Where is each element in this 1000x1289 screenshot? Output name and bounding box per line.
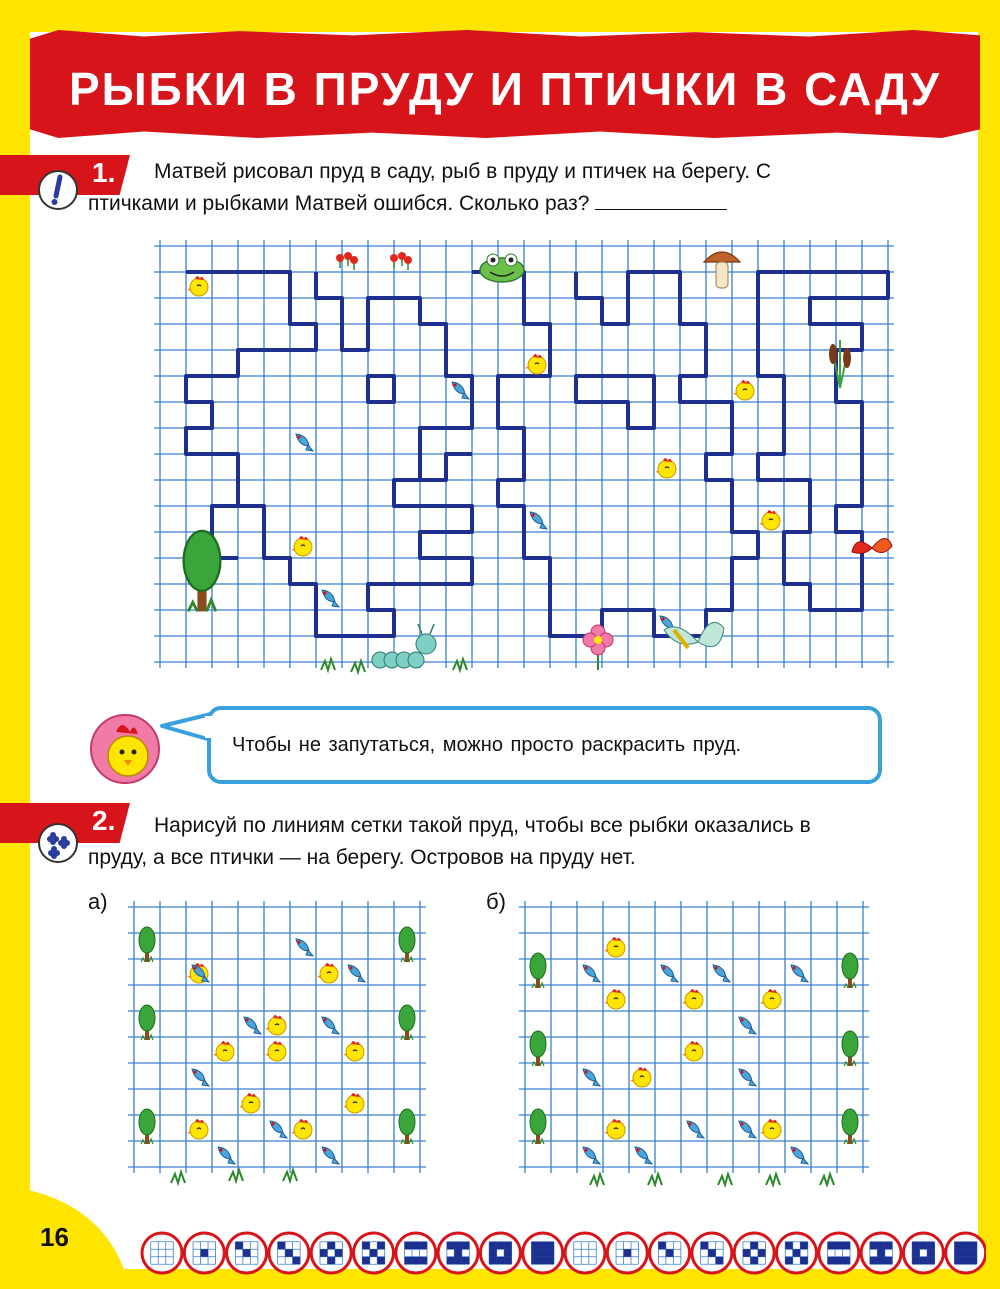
pattern-circle bbox=[396, 1233, 436, 1273]
task1-badge bbox=[38, 170, 78, 210]
grass-icon bbox=[590, 1174, 604, 1185]
grid-a[interactable] bbox=[128, 897, 438, 1187]
tree-icon bbox=[399, 1005, 415, 1040]
tree-icon bbox=[139, 1109, 155, 1144]
chick-icon bbox=[291, 1119, 312, 1139]
hint-text: Чтобы не запутаться, можно просто раскрасить пруд. bbox=[232, 734, 742, 756]
fish-icon bbox=[296, 434, 313, 451]
grass-icon bbox=[351, 661, 365, 672]
pattern-circle bbox=[142, 1233, 182, 1273]
task1-line1: Матвей рисовал пруд в саду, рыб в пруду и птичек на берегу. С bbox=[154, 160, 772, 183]
fish-icon bbox=[322, 590, 339, 607]
fish-icon bbox=[530, 512, 547, 529]
chick-icon bbox=[604, 1119, 625, 1139]
chick-icon bbox=[291, 536, 312, 556]
mushroom-icon bbox=[704, 252, 740, 288]
fish-icon bbox=[739, 1121, 756, 1138]
fish-icon bbox=[635, 1147, 652, 1164]
pattern-circle bbox=[565, 1233, 605, 1273]
task1-line2: птичками и рыбками Матвей ошибся. Сколько раз? bbox=[88, 192, 590, 215]
task2-badge bbox=[38, 823, 78, 863]
page-corner-blob bbox=[0, 1185, 145, 1289]
pattern-circle bbox=[354, 1233, 394, 1273]
task2-line2: пруду, а все птички — на берегу. Островов на пруду нет. bbox=[88, 846, 636, 869]
fish-icon bbox=[244, 1017, 261, 1034]
fish-icon bbox=[322, 1017, 339, 1034]
pattern-circle bbox=[184, 1233, 224, 1273]
answer-field[interactable] bbox=[595, 191, 727, 210]
grass-icon bbox=[718, 1174, 732, 1185]
chick-avatar bbox=[88, 712, 162, 786]
fish-icon bbox=[192, 1069, 209, 1086]
pattern-circle bbox=[903, 1233, 943, 1273]
task1-number: 1. bbox=[92, 157, 116, 188]
grass-icon bbox=[648, 1174, 662, 1185]
pink-flower-icon bbox=[583, 625, 613, 670]
bubble-tail-cover bbox=[205, 716, 215, 738]
chick-icon bbox=[760, 989, 781, 1009]
chick-icon bbox=[733, 380, 754, 400]
pattern-circle bbox=[861, 1233, 901, 1273]
grass-icon bbox=[453, 659, 467, 670]
pattern-circle bbox=[438, 1233, 478, 1273]
grass-icon bbox=[820, 1174, 834, 1185]
page-number: 16 bbox=[40, 1222, 69, 1252]
fish-icon bbox=[583, 1069, 600, 1086]
fish-icon bbox=[296, 939, 313, 956]
tree-icon bbox=[530, 1109, 546, 1144]
grid-b-label: б) bbox=[486, 889, 506, 914]
chick-icon bbox=[682, 989, 703, 1009]
tree-icon bbox=[139, 927, 155, 962]
tree-icon bbox=[399, 927, 415, 962]
exclamation-icon bbox=[40, 172, 76, 208]
grid-a-lines bbox=[128, 901, 426, 1173]
fish-icon bbox=[739, 1017, 756, 1034]
fish-icon bbox=[348, 965, 365, 982]
grid-a-label: а) bbox=[88, 889, 108, 914]
grass-icon bbox=[766, 1174, 780, 1185]
chick-icon bbox=[630, 1067, 651, 1087]
pattern-circle bbox=[227, 1233, 267, 1273]
tree-icon bbox=[184, 531, 221, 612]
pattern-circle bbox=[819, 1233, 859, 1273]
pattern-circle bbox=[607, 1233, 647, 1273]
flowers-icon bbox=[40, 825, 76, 861]
task2-line1: Нарисуй по линиям сетки такой пруд, чтобы все рыбки оказались в bbox=[154, 814, 811, 837]
chick-icon bbox=[187, 276, 208, 296]
tree-icon bbox=[842, 953, 858, 988]
pattern-circle bbox=[734, 1233, 774, 1273]
task2-number: 2. bbox=[92, 805, 116, 836]
frame-right bbox=[978, 0, 1000, 1289]
pattern-circle bbox=[311, 1233, 351, 1273]
pattern-circle bbox=[777, 1233, 817, 1273]
chick-icon bbox=[604, 937, 625, 957]
pattern-circle bbox=[480, 1233, 520, 1273]
tree-icon bbox=[139, 1005, 155, 1040]
pattern-circle bbox=[692, 1233, 732, 1273]
fish-icon bbox=[452, 382, 469, 399]
fish-icon bbox=[270, 1121, 287, 1138]
chick-icon bbox=[265, 1041, 286, 1061]
fish-icon bbox=[583, 1147, 600, 1164]
tree-icon bbox=[530, 953, 546, 988]
task1-text bbox=[88, 156, 960, 220]
chick-icon bbox=[213, 1041, 234, 1061]
fish-icon bbox=[739, 1069, 756, 1086]
fish-icon bbox=[661, 965, 678, 982]
grass-icon bbox=[321, 659, 335, 670]
tree-icon bbox=[842, 1109, 858, 1144]
frame-top bbox=[0, 0, 1000, 32]
fish-icon bbox=[713, 965, 730, 982]
tree-icon bbox=[842, 1031, 858, 1066]
fish-icon bbox=[791, 1147, 808, 1164]
chick-icon bbox=[187, 1119, 208, 1139]
page-title: РЫБКИ В ПРУДУ И ПТИЧКИ В САДУ bbox=[68, 63, 942, 115]
fish-icon bbox=[583, 965, 600, 982]
fish-icon bbox=[791, 965, 808, 982]
fish-icon bbox=[322, 1147, 339, 1164]
chick-icon bbox=[525, 354, 546, 374]
chick-icon bbox=[759, 510, 780, 530]
pond-maze bbox=[150, 240, 902, 680]
pattern-circle bbox=[523, 1233, 563, 1273]
tree-icon bbox=[530, 1031, 546, 1066]
fish-icon bbox=[218, 1147, 235, 1164]
red-butterfly-icon bbox=[852, 538, 892, 553]
chick-icon bbox=[343, 1093, 364, 1113]
tree-icon bbox=[399, 1109, 415, 1144]
frog-icon bbox=[480, 254, 524, 282]
grass-icon bbox=[229, 1170, 243, 1181]
pattern-circles-row bbox=[140, 1230, 986, 1276]
chick-icon bbox=[604, 989, 625, 1009]
chick-icon bbox=[760, 1119, 781, 1139]
fish-icon bbox=[687, 1121, 704, 1138]
chick-icon bbox=[265, 1015, 286, 1035]
pattern-circle bbox=[650, 1233, 690, 1273]
chick-icon bbox=[655, 458, 676, 478]
pattern-circle bbox=[269, 1233, 309, 1273]
cattail-icon bbox=[829, 340, 851, 388]
chick-icon bbox=[682, 1041, 703, 1061]
chick-icon bbox=[343, 1041, 364, 1061]
grass-icon bbox=[171, 1172, 185, 1183]
chick-icon bbox=[317, 963, 338, 983]
red-flowers-icon bbox=[336, 252, 412, 270]
pattern-circle bbox=[946, 1233, 986, 1273]
grid-b-lines bbox=[519, 901, 869, 1173]
chick-icon bbox=[239, 1093, 260, 1113]
grid-b[interactable] bbox=[519, 897, 883, 1187]
task2-text bbox=[88, 810, 960, 874]
